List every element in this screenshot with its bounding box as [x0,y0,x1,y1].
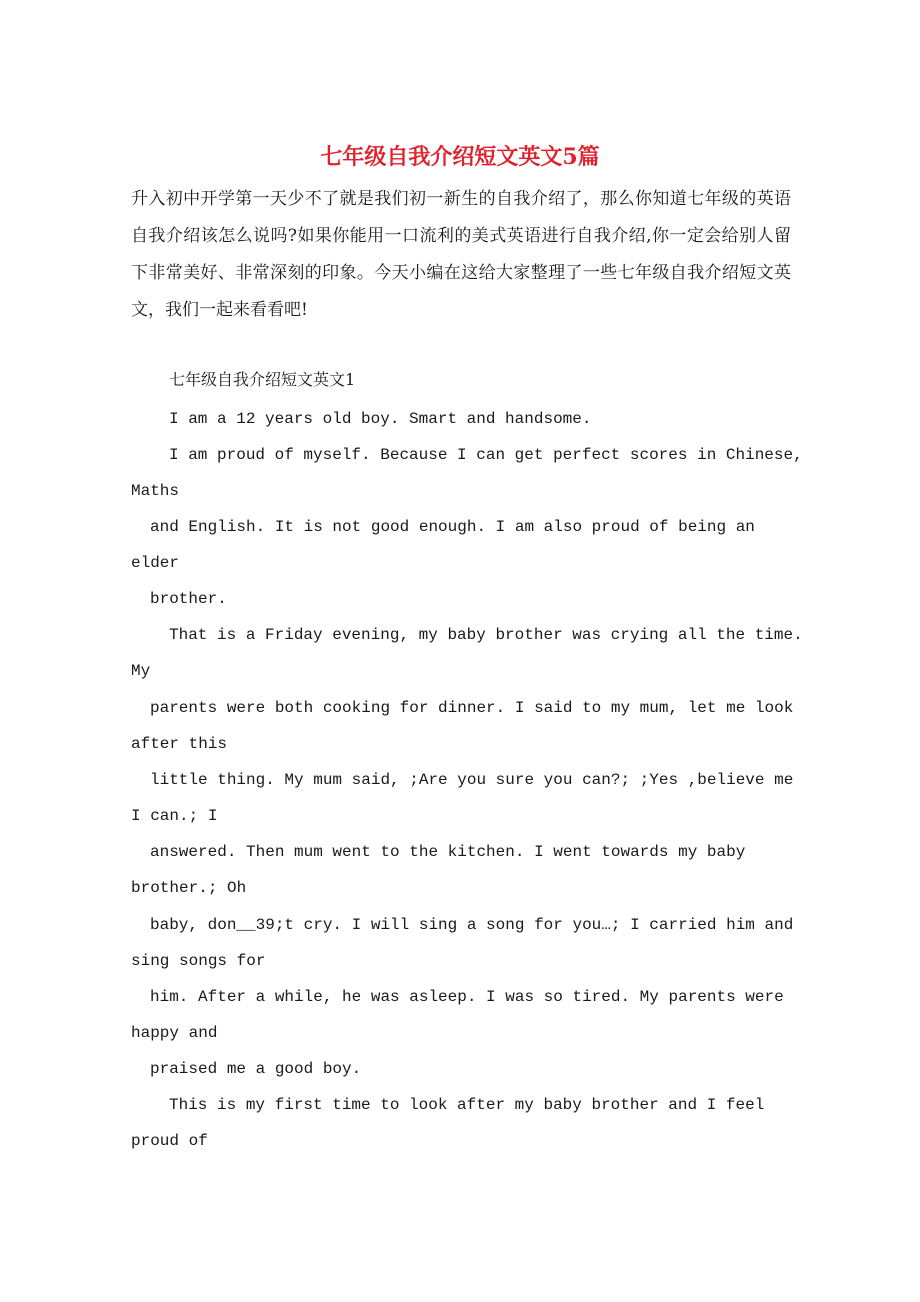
text-line: little thing. My mum said, ;Are you sure you can?; ;Yes ,believe me [150,771,794,789]
text-line: I am proud of myself. Because I can get perfect scores in Chinese, [169,446,803,464]
text-line: My [131,662,151,680]
text-line: baby, don__39;t cry. I will sing a song for you…; I carried him and [150,916,794,934]
text-line: sing songs for [131,952,266,970]
text-line: Maths [131,482,180,500]
section-heading: 七年级自我介绍短文英文1 [169,370,356,389]
text-line: him. After a while, he was asleep. I was so tired. My parents were [150,988,784,1006]
text-line: brother. [150,590,227,608]
text-line: after this [131,735,228,753]
intro-paragraph: 升入初中开学第一天少不了就是我们初一新生的自我介绍了，那么你知道七年级的英语自我介绍该怎么说吗?如果你能用一口流利的美式英语进行自我介绍,你一定会给别人留下非常美好、非常深刻的印象。今天小编在这给大家整理了一些七年级自我介绍短文英文，我们一起来看看吧! [131,189,791,320]
text-line: I can.; I [131,807,218,825]
text-line: brother.; Oh [131,879,247,897]
text-line: I am a 12 years old boy. Smart and handsome. [169,410,592,428]
text-line: proud of [131,1132,208,1150]
text-line: happy and [131,1024,218,1042]
text-line: This is my first time to look after my baby brother and I feel [169,1096,765,1114]
text-line: praised me a good boy. [150,1060,362,1078]
text-line: and English. It is not good enough. I am also proud of being an [150,518,755,536]
text-line: elder [131,554,180,572]
text-line: That is a Friday evening, my baby brother was crying all the time. [169,626,803,644]
text-line: answered. Then mum went to the kitchen. I went towards my baby [150,843,746,861]
document-title: 七年级自我介绍短文英文5篇 [320,144,600,170]
text-line: parents were both cooking for dinner. I said to my mum, let me look [150,699,794,717]
